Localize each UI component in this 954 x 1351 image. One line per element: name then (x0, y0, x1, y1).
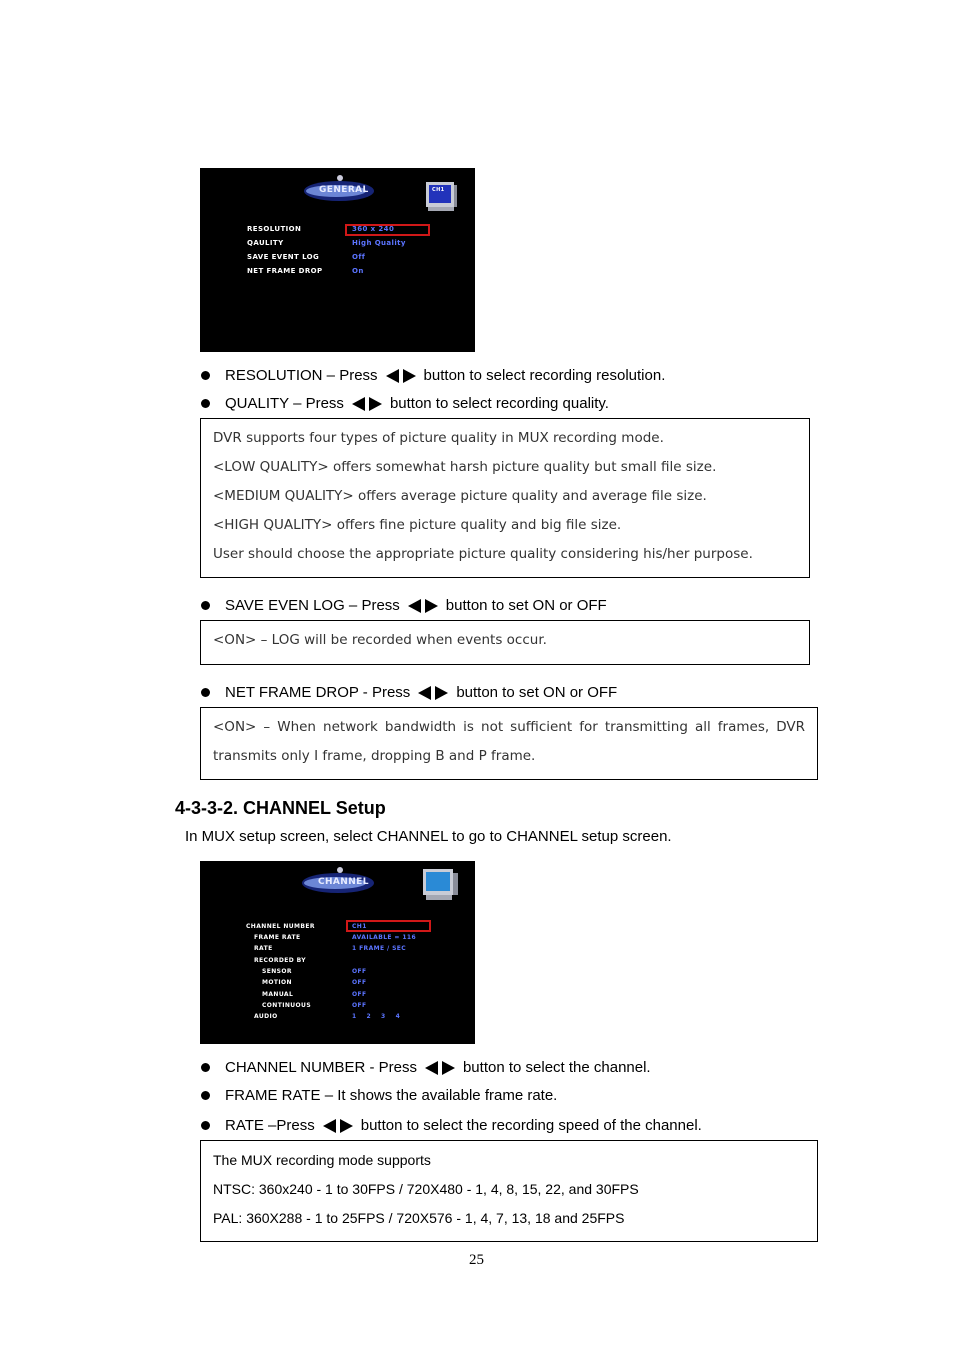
bullet-resolution (201, 367, 665, 384)
bullet-dot (201, 371, 210, 380)
general-row-value: On (352, 267, 364, 275)
bullet-dot (201, 601, 210, 610)
general-row-value: Off (352, 253, 366, 261)
bullet-text: QUALITY – Press (225, 395, 344, 412)
general-row-value: High Quality (352, 239, 406, 247)
channel-row-label: MOTION (262, 979, 292, 986)
bullet-dot (201, 399, 210, 408)
section-intro: In MUX setup screen, select CHANNEL to go to CHANNEL setup screen. (185, 828, 672, 845)
bullet-text: FRAME RATE – It shows the available frame rate. (225, 1087, 558, 1104)
rate-note-box (200, 1140, 818, 1242)
bullet-text: SAVE EVEN LOG – Press (225, 597, 400, 614)
general-setup-screenshot (200, 168, 475, 352)
channel-row-label: SENSOR (262, 968, 292, 975)
note-line: NTSC: 360x240 - 1 to 30FPS / 720X480 - 1, 4, 8, 15, 22, and 30FPS (213, 1181, 639, 1197)
arrow-buttons-icon (323, 1119, 353, 1133)
arrow-buttons-icon (425, 1061, 455, 1075)
channel-row-value: CH1 (352, 923, 367, 930)
channel-row-label: FRAME RATE (254, 934, 301, 941)
general-row-value: 360 x 240 (352, 225, 395, 233)
quality-note-box (200, 418, 810, 578)
channel-setup-screenshot (200, 861, 475, 1044)
general-row-label: RESOLUTION (247, 225, 302, 233)
arrow-buttons-icon (408, 599, 438, 613)
channel-row-label: AUDIO (254, 1013, 278, 1020)
note-line: <LOW QUALITY> offers somewhat harsh picture quality but small file size. (213, 459, 717, 475)
monitor-icon (420, 867, 460, 903)
bullet-dot (201, 1121, 210, 1130)
channel-row-value: OFF (352, 968, 367, 975)
bullet-text: RATE –Press (225, 1117, 315, 1134)
note-line: DVR supports four types of picture quality in MUX recording mode. (213, 430, 664, 446)
bullet-save-log (201, 597, 607, 614)
arrow-buttons-icon (386, 369, 416, 383)
channel-row-value: OFF (352, 991, 367, 998)
bullet-rate (201, 1117, 702, 1134)
bullet-frame-rate (201, 1087, 557, 1104)
channel-logo-text: CHANNEL (318, 877, 369, 887)
bullet-text: button to set ON or OFF (445, 597, 607, 614)
channel-row-label: CHANNEL NUMBER (246, 923, 315, 930)
bullet-dot (201, 1091, 210, 1100)
general-row-label: NET FRAME DROP (247, 267, 323, 275)
channel-row-value: OFF (352, 1002, 367, 1009)
bullet-text: NET FRAME DROP - Press (225, 684, 411, 701)
page-number: 25 (469, 1252, 484, 1268)
bullet-net-frame-drop (201, 684, 617, 701)
monitor-icon (424, 181, 458, 213)
note-line: User should choose the appropriate picture quality considering his/her purpose. (213, 546, 753, 562)
bullet-text: button to select recording quality. (389, 395, 609, 412)
note-line: <ON> – LOG will be recorded when events occur. (213, 632, 547, 648)
channel-row-value: 1 2 3 4 (352, 1013, 401, 1020)
general-row-label: QAULITY (247, 239, 284, 247)
channel-row-label: CONTINUOUS (262, 1002, 312, 1009)
note-line: transmits only I frame, dropping B and P frame. (213, 748, 536, 764)
note-line: The MUX recording mode supports (213, 1152, 431, 1168)
save-log-note-box (200, 620, 810, 665)
note-line: PAL: 360X288 - 1 to 25FPS / 720X576 - 1, 4, 7, 13, 18 and 25FPS (213, 1210, 625, 1226)
arrow-buttons-icon (352, 397, 382, 411)
bullet-text: RESOLUTION – Press (225, 367, 378, 384)
bullet-quality (201, 395, 609, 412)
note-line: <ON> – When network bandwidth is not sufficient for transmitting all frames, DVR (213, 719, 805, 735)
channel-row-value: 1 FRAME / SEC (352, 945, 407, 952)
bullet-text: button to select the channel. (462, 1059, 651, 1076)
bullet-channel-number (201, 1059, 651, 1076)
bullet-text: button to select recording resolution. (423, 367, 666, 384)
channel-row-value: OFF (352, 979, 367, 986)
bullet-text: button to select the recording speed of the channel. (360, 1117, 702, 1134)
general-logo-text: GENERAL (319, 185, 369, 195)
channel-row-label: MANUAL (262, 991, 294, 998)
bullet-text: button to set ON or OFF (456, 684, 618, 701)
bullet-text: CHANNEL NUMBER - Press (225, 1059, 417, 1076)
arrow-buttons-icon (418, 686, 448, 700)
bullet-dot (201, 1063, 210, 1072)
section-heading: 4-3-3-2. CHANNEL Setup (175, 798, 386, 818)
channel-row-label: RECORDED BY (254, 957, 306, 964)
channel-row-value: AVAILABLE = 116 (352, 934, 417, 941)
general-row-label: SAVE EVENT LOG (247, 253, 320, 261)
note-line: <HIGH QUALITY> offers fine picture quality and big file size. (213, 517, 622, 533)
channel-row-label: RATE (254, 945, 273, 952)
bullet-dot (201, 688, 210, 697)
note-line: <MEDIUM QUALITY> offers average picture quality and average file size. (213, 488, 707, 504)
monitor-label: CH1 (432, 187, 445, 193)
net-drop-note-box (200, 707, 818, 780)
